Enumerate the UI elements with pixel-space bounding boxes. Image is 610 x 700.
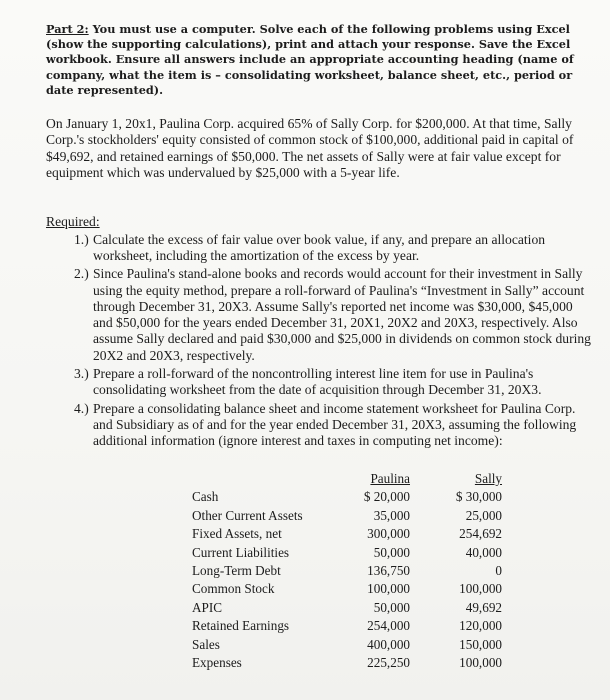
sally-value: 40,000 — [465, 544, 502, 560]
row-label: Expenses — [192, 655, 242, 671]
column-header-paulina: Paulina — [370, 471, 410, 486]
row-label: Cash — [192, 489, 219, 505]
instructions-text: You must use a computer. Solve each of the following problems using Excel (show the supporting calculations), print and attach your response. Save the Excel workbook. Ensure all answers include an appropriate accounting heading (name of company, what the item is – consolidating worksheet, balance sheet, etc., period or date represented). — [46, 22, 574, 97]
sally-value: 254,692 — [459, 526, 502, 542]
row-label: Current Liabilities — [192, 544, 290, 560]
table-row — [192, 636, 502, 654]
requirement-number: 4.) — [74, 400, 89, 416]
paulina-value: 50,000 — [373, 599, 410, 615]
sally-value: 49,692 — [465, 599, 502, 615]
table-row — [192, 488, 502, 506]
row-label: Other Current Assets — [192, 507, 303, 523]
problem-paragraph: On January 1, 20x1, Paulina Corp. acquired 65% of Sally Corp. for $200,000. At that time, Sally Corp.'s stockholders' equity consisted of common stock of $100,000, additional paid in capital of $49,692, and retained earnings of $50,000. The net assets of Sally were at fair value except for equipment which was undervalued by $25,000 with a 5-year life. — [46, 116, 574, 181]
paulina-value: 100,000 — [367, 581, 410, 597]
requirement-number: 2.) — [74, 266, 89, 282]
sally-value: 100,000 — [459, 655, 502, 671]
table-row — [192, 654, 502, 672]
paulina-value: 50,000 — [373, 544, 410, 560]
table-row — [192, 525, 502, 543]
requirement-text: Calculate the excess of fair value over book value, if any, and prepare an allocation worksheet, including the amortization of the excess by year. — [93, 231, 546, 263]
paulina-value: 400,000 — [367, 636, 410, 652]
row-label: Common Stock — [192, 581, 275, 597]
sally-value: 100,000 — [459, 581, 502, 597]
financial-data-table-wrap — [192, 470, 512, 672]
sally-value: 120,000 — [459, 618, 502, 634]
sally-value: 150,000 — [459, 636, 502, 652]
paulina-value: $ 20,000 — [363, 489, 410, 505]
part-label: Part 2: — [46, 22, 89, 36]
requirement-item — [46, 266, 594, 364]
financial-data-table — [192, 470, 502, 672]
requirement-number: 3.) — [74, 366, 89, 382]
table-row — [192, 617, 502, 635]
table-row — [192, 544, 502, 562]
requirement-text: Prepare a consolidating balance sheet and income statement worksheet for Paulina Corp. and Subsidiary as of and for the year ended December 31, 20X3, assuming the following additional information (ignore interest and taxes in computing net income): — [93, 400, 577, 449]
row-label: Fixed Assets, net — [192, 526, 282, 542]
instructions-paragraph — [46, 22, 594, 98]
row-label: APIC — [192, 599, 223, 615]
paulina-value: 225,250 — [367, 655, 410, 671]
paulina-value: 35,000 — [373, 507, 410, 523]
row-label: Retained Earnings — [192, 618, 290, 634]
table-row — [192, 507, 502, 525]
requirement-item — [46, 401, 594, 450]
sally-value: 0 — [495, 563, 502, 579]
paulina-value: 136,750 — [367, 563, 410, 579]
requirements-list — [46, 232, 594, 450]
table-row — [192, 562, 502, 580]
label-column-header — [192, 470, 352, 488]
row-label: Sales — [192, 636, 220, 652]
table-row — [192, 580, 502, 598]
sally-value: $ 30,000 — [455, 489, 502, 505]
table-header-row — [192, 470, 502, 488]
paulina-value: 254,000 — [367, 618, 410, 634]
sally-value: 25,000 — [465, 507, 502, 523]
row-label: Long-Term Debt — [192, 563, 281, 579]
column-header-sally: Sally — [474, 471, 502, 486]
table-row — [192, 599, 502, 617]
requirement-item — [46, 232, 594, 265]
requirement-text: Prepare a roll-forward of the noncontrolling interest line item for use in Paulina's consolidating worksheet from the date of acquisition through December 31, 20X3. — [93, 366, 542, 398]
requirement-text: Since Paulina's stand-alone books and records would account for their investment in Sally using the equity method, prepare a roll-forward of Paulina's “Investment in Sally” account through December 31, 20X3. Assume Sally's reported net income was $30,000, $45,000 and $50,000 for the years ended December 31, 20X1, 20X2 and 20X3, respectively. Also assume Sally declared and paid $30,000 and $25,000 in dividends on common stock during 20X2 and 20X3, respectively. — [93, 266, 591, 363]
paulina-value: 300,000 — [367, 526, 410, 542]
required-heading: Required: — [46, 213, 100, 229]
requirement-number: 1.) — [74, 231, 89, 247]
requirement-item — [46, 366, 594, 399]
